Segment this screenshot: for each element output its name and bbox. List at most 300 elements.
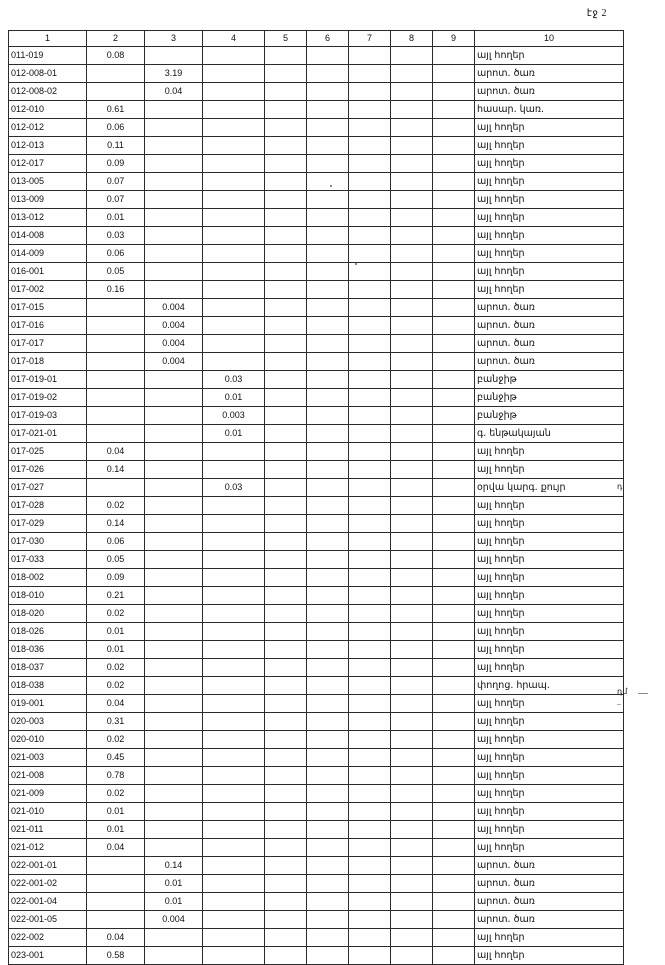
table-row xyxy=(9,893,624,911)
cell-6 xyxy=(307,245,349,263)
cell-3 xyxy=(145,101,203,119)
cell-8 xyxy=(391,839,433,857)
table-row xyxy=(9,155,624,173)
cell-2: 0.61 xyxy=(87,101,145,119)
cell-4 xyxy=(203,245,265,263)
table-row xyxy=(9,335,624,353)
cell-5 xyxy=(265,389,307,407)
cell-3 xyxy=(145,659,203,677)
cell-4: 0.003 xyxy=(203,407,265,425)
cell-3 xyxy=(145,263,203,281)
cell-9 xyxy=(433,443,475,461)
cell-10: այլ hողեր xyxy=(475,713,624,731)
cell-4 xyxy=(203,461,265,479)
table-row xyxy=(9,857,624,875)
cell-4 xyxy=(203,317,265,335)
cell-2: 0.04 xyxy=(87,839,145,857)
table-row xyxy=(9,353,624,371)
cell-9 xyxy=(433,119,475,137)
cell-6 xyxy=(307,101,349,119)
cell-8 xyxy=(391,155,433,173)
cell-4 xyxy=(203,281,265,299)
cell-1: 012-008-01 xyxy=(9,65,87,83)
cell-1: 022-001-05 xyxy=(9,911,87,929)
cell-7 xyxy=(349,263,391,281)
cell-9 xyxy=(433,191,475,209)
cell-8 xyxy=(391,317,433,335)
cell-8 xyxy=(391,137,433,155)
cell-2: 0.06 xyxy=(87,119,145,137)
cell-1: 017-027 xyxy=(9,479,87,497)
scan-speck xyxy=(330,185,332,187)
cell-5 xyxy=(265,137,307,155)
cell-8 xyxy=(391,389,433,407)
table-row xyxy=(9,713,624,731)
cell-3: 0.04 xyxy=(145,83,203,101)
cell-2 xyxy=(87,911,145,929)
cell-7 xyxy=(349,425,391,443)
cell-7 xyxy=(349,317,391,335)
cell-10: այլ hողեր xyxy=(475,731,624,749)
cell-4 xyxy=(203,137,265,155)
cell-2: 0.04 xyxy=(87,929,145,947)
cell-6 xyxy=(307,209,349,227)
cell-7 xyxy=(349,785,391,803)
cell-10: այլ hողեր xyxy=(475,245,624,263)
cell-4: 0.03 xyxy=(203,371,265,389)
cell-7 xyxy=(349,713,391,731)
cell-5 xyxy=(265,335,307,353)
table-row xyxy=(9,317,624,335)
cell-9 xyxy=(433,623,475,641)
cell-5 xyxy=(265,551,307,569)
cell-6 xyxy=(307,551,349,569)
cell-2: 0.08 xyxy=(87,47,145,65)
cell-7 xyxy=(349,245,391,263)
cell-3 xyxy=(145,839,203,857)
cell-9 xyxy=(433,407,475,425)
table-row xyxy=(9,515,624,533)
cell-5 xyxy=(265,371,307,389)
cell-3 xyxy=(145,929,203,947)
cell-2 xyxy=(87,389,145,407)
cell-2: 0.01 xyxy=(87,821,145,839)
cell-2: 0.02 xyxy=(87,605,145,623)
cell-8 xyxy=(391,533,433,551)
cell-10: արոտ. ծառ xyxy=(475,335,624,353)
cell-2 xyxy=(87,371,145,389)
cell-3 xyxy=(145,551,203,569)
cell-4 xyxy=(203,299,265,317)
table-row xyxy=(9,137,624,155)
cell-1: 022-002 xyxy=(9,929,87,947)
cell-9 xyxy=(433,155,475,173)
cell-8 xyxy=(391,353,433,371)
cell-4 xyxy=(203,623,265,641)
margin-notes xyxy=(617,30,657,930)
cell-10: արոտ. ծառ xyxy=(475,317,624,335)
cell-8 xyxy=(391,929,433,947)
table-row xyxy=(9,803,624,821)
cell-5 xyxy=(265,227,307,245)
cell-8 xyxy=(391,191,433,209)
cell-10: այլ hողեր xyxy=(475,461,624,479)
cell-9 xyxy=(433,281,475,299)
cell-1: 021-003 xyxy=(9,749,87,767)
cell-8 xyxy=(391,695,433,713)
cell-5 xyxy=(265,317,307,335)
cell-7 xyxy=(349,173,391,191)
cell-2 xyxy=(87,425,145,443)
cell-9 xyxy=(433,875,475,893)
cell-1: 013-012 xyxy=(9,209,87,227)
cell-7 xyxy=(349,443,391,461)
cell-6 xyxy=(307,785,349,803)
cell-2 xyxy=(87,335,145,353)
cell-10: արոտ. ծառ xyxy=(475,299,624,317)
cell-8 xyxy=(391,713,433,731)
cell-1: 018-026 xyxy=(9,623,87,641)
cell-2 xyxy=(87,857,145,875)
land-parcel-table-container xyxy=(8,30,623,965)
table-header-row xyxy=(9,31,624,47)
cell-4 xyxy=(203,47,265,65)
cell-3 xyxy=(145,713,203,731)
cell-6 xyxy=(307,929,349,947)
cell-10: արոտ. ծառ xyxy=(475,875,624,893)
cell-6 xyxy=(307,821,349,839)
cell-1: 017-019-01 xyxy=(9,371,87,389)
cell-3 xyxy=(145,767,203,785)
cell-8 xyxy=(391,119,433,137)
cell-9 xyxy=(433,803,475,821)
cell-8 xyxy=(391,623,433,641)
cell-10: այլ hողեր xyxy=(475,119,624,137)
cell-1: 018-037 xyxy=(9,659,87,677)
cell-5 xyxy=(265,119,307,137)
cell-1: 011-019 xyxy=(9,47,87,65)
cell-9 xyxy=(433,569,475,587)
cell-1: 018-020 xyxy=(9,605,87,623)
cell-2: 0.06 xyxy=(87,533,145,551)
column-header-6: 6 xyxy=(307,31,349,47)
table-row xyxy=(9,173,624,191)
cell-2: 0.78 xyxy=(87,767,145,785)
cell-1: 017-028 xyxy=(9,497,87,515)
cell-8 xyxy=(391,479,433,497)
cell-7 xyxy=(349,569,391,587)
cell-7 xyxy=(349,803,391,821)
cell-5 xyxy=(265,173,307,191)
cell-9 xyxy=(433,821,475,839)
table-row xyxy=(9,569,624,587)
cell-3 xyxy=(145,137,203,155)
cell-7 xyxy=(349,137,391,155)
cell-3 xyxy=(145,731,203,749)
table-row xyxy=(9,209,624,227)
cell-3 xyxy=(145,605,203,623)
cell-3 xyxy=(145,119,203,137)
cell-2: 0.02 xyxy=(87,659,145,677)
cell-6 xyxy=(307,335,349,353)
cell-9 xyxy=(433,389,475,407)
cell-10: հասար. կառ. xyxy=(475,101,624,119)
cell-3: 0.01 xyxy=(145,893,203,911)
cell-5 xyxy=(265,875,307,893)
cell-2 xyxy=(87,875,145,893)
cell-2: 0.14 xyxy=(87,461,145,479)
cell-7 xyxy=(349,533,391,551)
cell-10: այլ hողեր xyxy=(475,263,624,281)
cell-6 xyxy=(307,497,349,515)
cell-2: 0.07 xyxy=(87,173,145,191)
cell-2: 0.01 xyxy=(87,623,145,641)
cell-5 xyxy=(265,47,307,65)
cell-6 xyxy=(307,677,349,695)
cell-10: այլ hողեր xyxy=(475,497,624,515)
cell-9 xyxy=(433,749,475,767)
cell-7 xyxy=(349,749,391,767)
cell-5 xyxy=(265,569,307,587)
table-row xyxy=(9,911,624,929)
cell-9 xyxy=(433,839,475,857)
cell-9 xyxy=(433,65,475,83)
cell-10: այլ hողեր xyxy=(475,605,624,623)
cell-2: 0.05 xyxy=(87,263,145,281)
cell-9 xyxy=(433,695,475,713)
column-header-8: 8 xyxy=(391,31,433,47)
cell-1: 013-005 xyxy=(9,173,87,191)
cell-7 xyxy=(349,821,391,839)
cell-10: այլ hողեր xyxy=(475,803,624,821)
table-row xyxy=(9,659,624,677)
cell-7 xyxy=(349,659,391,677)
cell-9 xyxy=(433,677,475,695)
table-row xyxy=(9,425,624,443)
cell-5 xyxy=(265,191,307,209)
cell-3 xyxy=(145,245,203,263)
cell-4 xyxy=(203,839,265,857)
cell-4 xyxy=(203,551,265,569)
cell-8 xyxy=(391,785,433,803)
cell-10: այլ hողեր xyxy=(475,695,624,713)
cell-1: 018-036 xyxy=(9,641,87,659)
cell-10: այլ hողեր xyxy=(475,623,624,641)
cell-7 xyxy=(349,353,391,371)
cell-8 xyxy=(391,83,433,101)
cell-3 xyxy=(145,47,203,65)
cell-6 xyxy=(307,461,349,479)
cell-7 xyxy=(349,209,391,227)
cell-7 xyxy=(349,893,391,911)
cell-1: 017-019-02 xyxy=(9,389,87,407)
cell-7 xyxy=(349,731,391,749)
cell-6 xyxy=(307,695,349,713)
cell-7 xyxy=(349,551,391,569)
cell-7 xyxy=(349,623,391,641)
cell-2: 0.16 xyxy=(87,281,145,299)
cell-1: 017-033 xyxy=(9,551,87,569)
cell-3: 3.19 xyxy=(145,65,203,83)
cell-2: 0.31 xyxy=(87,713,145,731)
cell-1: 022-001-02 xyxy=(9,875,87,893)
cell-4: 0.03 xyxy=(203,479,265,497)
table-row xyxy=(9,551,624,569)
cell-4 xyxy=(203,533,265,551)
cell-9 xyxy=(433,929,475,947)
table-row xyxy=(9,119,624,137)
cell-7 xyxy=(349,155,391,173)
cell-8 xyxy=(391,281,433,299)
cell-3 xyxy=(145,461,203,479)
cell-1: 018-002 xyxy=(9,569,87,587)
cell-7 xyxy=(349,911,391,929)
cell-7 xyxy=(349,587,391,605)
cell-3: 0.01 xyxy=(145,875,203,893)
cell-8 xyxy=(391,335,433,353)
cell-3 xyxy=(145,623,203,641)
land-parcel-table xyxy=(8,30,624,965)
table-row xyxy=(9,587,624,605)
cell-4 xyxy=(203,497,265,515)
cell-2: 0.45 xyxy=(87,749,145,767)
cell-1: 017-017 xyxy=(9,335,87,353)
table-row xyxy=(9,389,624,407)
cell-2: 0.11 xyxy=(87,137,145,155)
cell-8 xyxy=(391,443,433,461)
cell-3 xyxy=(145,389,203,407)
column-header-4: 4 xyxy=(203,31,265,47)
cell-5 xyxy=(265,101,307,119)
cell-7 xyxy=(349,497,391,515)
cell-5 xyxy=(265,695,307,713)
cell-6 xyxy=(307,407,349,425)
cell-4 xyxy=(203,101,265,119)
cell-5 xyxy=(265,353,307,371)
cell-6 xyxy=(307,83,349,101)
cell-7 xyxy=(349,407,391,425)
cell-4 xyxy=(203,65,265,83)
cell-3 xyxy=(145,641,203,659)
cell-6 xyxy=(307,479,349,497)
cell-6 xyxy=(307,425,349,443)
cell-10: այլ hողեր xyxy=(475,227,624,245)
cell-2 xyxy=(87,299,145,317)
cell-10: այլ hողեր xyxy=(475,659,624,677)
cell-10: այլ hողեր xyxy=(475,641,624,659)
cell-7 xyxy=(349,335,391,353)
cell-5 xyxy=(265,65,307,83)
cell-3 xyxy=(145,497,203,515)
cell-3: 0.004 xyxy=(145,335,203,353)
cell-8 xyxy=(391,677,433,695)
cell-4 xyxy=(203,83,265,101)
cell-6 xyxy=(307,911,349,929)
cell-4 xyxy=(203,173,265,191)
cell-8 xyxy=(391,551,433,569)
table-row xyxy=(9,101,624,119)
cell-6 xyxy=(307,191,349,209)
table-row xyxy=(9,623,624,641)
page-label: էջ 2 xyxy=(586,8,607,19)
column-header-5: 5 xyxy=(265,31,307,47)
cell-8 xyxy=(391,803,433,821)
table-row xyxy=(9,821,624,839)
cell-5 xyxy=(265,929,307,947)
cell-6 xyxy=(307,623,349,641)
cell-8 xyxy=(391,569,433,587)
cell-7 xyxy=(349,299,391,317)
cell-3 xyxy=(145,803,203,821)
cell-9 xyxy=(433,785,475,803)
cell-7 xyxy=(349,83,391,101)
cell-8 xyxy=(391,497,433,515)
margin-note-1: դ xyxy=(617,482,623,491)
cell-6 xyxy=(307,443,349,461)
cell-10: փողոց. հրապ. xyxy=(475,677,624,695)
cell-4 xyxy=(203,263,265,281)
cell-8 xyxy=(391,227,433,245)
cell-5 xyxy=(265,641,307,659)
cell-9 xyxy=(433,299,475,317)
cell-4 xyxy=(203,155,265,173)
cell-7 xyxy=(349,695,391,713)
scan-speck xyxy=(638,693,648,694)
cell-1: 012-013 xyxy=(9,137,87,155)
cell-9 xyxy=(433,893,475,911)
cell-9 xyxy=(433,101,475,119)
cell-2: 0.09 xyxy=(87,569,145,587)
cell-7 xyxy=(349,677,391,695)
cell-10: այլ hողեր xyxy=(475,173,624,191)
cell-10: այլ hողեր xyxy=(475,785,624,803)
column-header-10: 10 xyxy=(475,31,624,47)
cell-6 xyxy=(307,569,349,587)
cell-10: այլ hողեր xyxy=(475,47,624,65)
cell-1: 021-008 xyxy=(9,767,87,785)
cell-8 xyxy=(391,767,433,785)
cell-3: 0.14 xyxy=(145,857,203,875)
cell-10: այլ hողեր xyxy=(475,443,624,461)
cell-1: 017-025 xyxy=(9,443,87,461)
cell-1: 016-001 xyxy=(9,263,87,281)
cell-6 xyxy=(307,839,349,857)
cell-1: 018-010 xyxy=(9,587,87,605)
cell-6 xyxy=(307,353,349,371)
cell-1: 021-010 xyxy=(9,803,87,821)
cell-9 xyxy=(433,317,475,335)
table-row xyxy=(9,299,624,317)
cell-8 xyxy=(391,731,433,749)
table-row xyxy=(9,875,624,893)
cell-6 xyxy=(307,371,349,389)
cell-10: այլ hողեր xyxy=(475,749,624,767)
table-row xyxy=(9,641,624,659)
cell-10: այլ hողեր xyxy=(475,515,624,533)
cell-10: այլ hողեր xyxy=(475,137,624,155)
cell-5 xyxy=(265,713,307,731)
cell-5 xyxy=(265,803,307,821)
cell-6 xyxy=(307,389,349,407)
cell-6 xyxy=(307,317,349,335)
cell-8 xyxy=(391,461,433,479)
cell-6 xyxy=(307,299,349,317)
cell-5 xyxy=(265,893,307,911)
cell-2 xyxy=(87,353,145,371)
table-row xyxy=(9,929,624,947)
cell-4 xyxy=(203,929,265,947)
cell-1: 014-009 xyxy=(9,245,87,263)
